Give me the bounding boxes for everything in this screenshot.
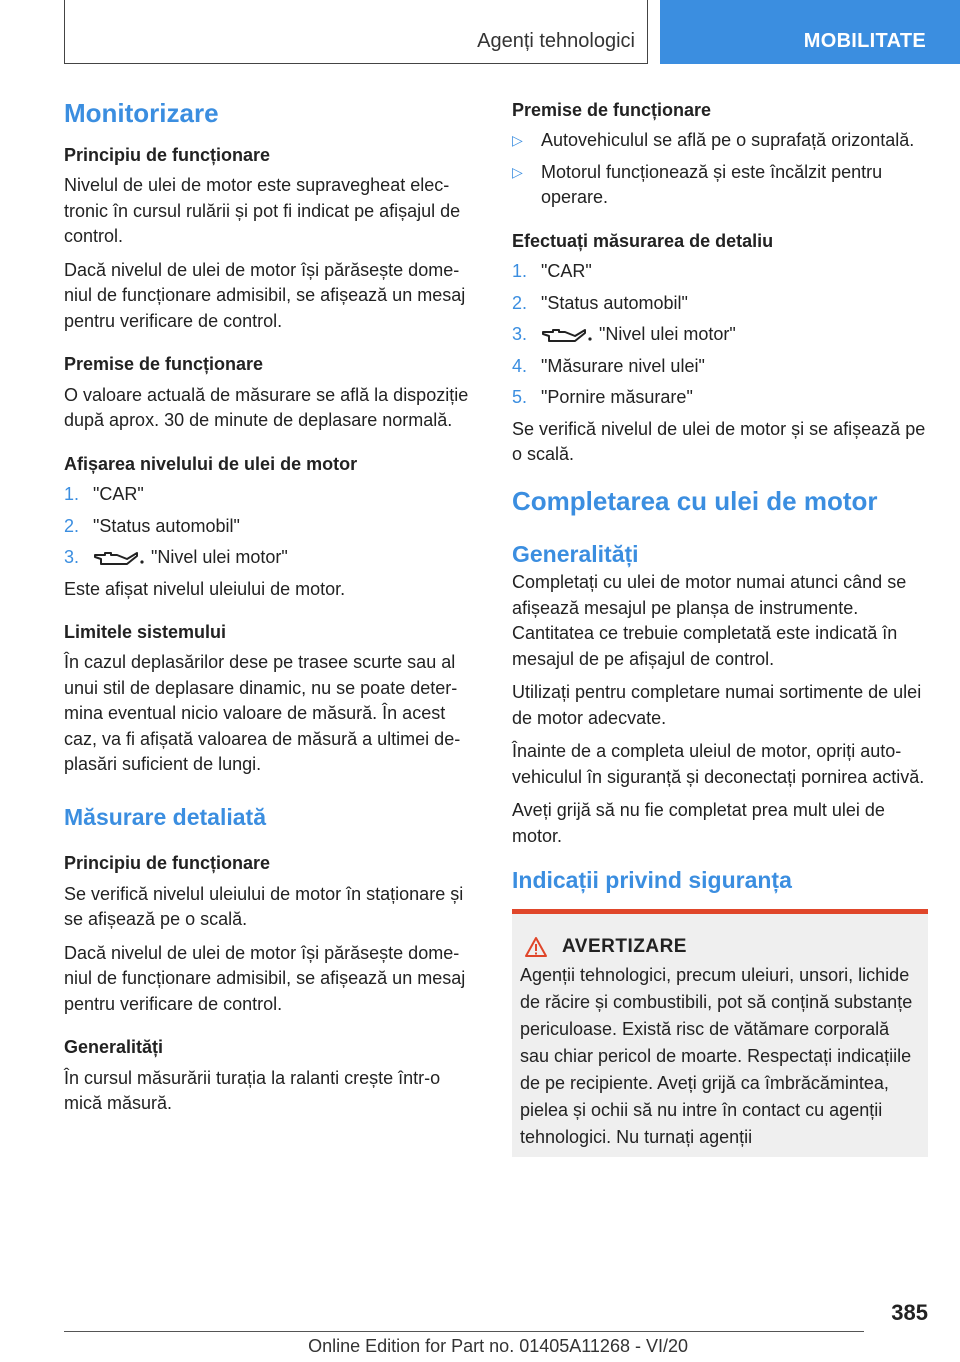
triangle-bullet-icon: ▷	[512, 163, 523, 180]
list-item: 2. "Status automobil"	[512, 292, 688, 313]
paragraph: În cursul măsurării turația la ralanti crește într-o mică măsură.	[64, 1067, 441, 1114]
list-item: ▷ Autovehiculul se află pe o suprafață orizontală.	[512, 128, 928, 154]
subheading-principiu-2: Principiu de funcționare	[64, 853, 271, 874]
conditions-list	[512, 128, 928, 211]
oil-can-icon	[541, 327, 593, 343]
heading-masurare-detaliata: Măsurare detaliată	[64, 803, 266, 830]
right-column	[512, 98, 928, 1157]
list-item: 5. "Pornire măsurare"	[512, 387, 693, 408]
header-section-label: MOBILITATE	[803, 30, 926, 52]
list-item: 1. "CAR"	[512, 261, 592, 282]
header-section-tab	[660, 0, 960, 64]
list-item: 2. "Status automobil"	[64, 515, 240, 536]
warning-header	[520, 936, 920, 958]
left-column	[64, 98, 480, 1125]
subheading-afisarea: Afișarea nivelului de ulei de motor	[64, 453, 358, 474]
paragraph: O valoare actuală de măsurare se află la dispoziție după aprox. 30 de minute de deplasare normală.	[64, 384, 469, 431]
list-item: 1. "CAR"	[64, 484, 144, 505]
footer-divider	[64, 1331, 864, 1332]
footer-edition: Online Edition for Part no. 01405A11268 - VI/20	[308, 1336, 688, 1356]
page-number: 385	[891, 1300, 928, 1325]
triangle-bullet-icon: ▷	[512, 132, 523, 149]
list-item: 4. "Măsurare nivel ulei"	[512, 355, 705, 376]
paragraph: Utilizați pentru completare numai sortimente de ulei de motor adecvate.	[512, 682, 922, 728]
paragraph: Nivelul de ulei de motor este supravegheat electronic în cursul rulării și pot fi indicat pe afișajul de control.	[64, 175, 461, 247]
warning-text: Agenții tehnologici, precum uleiuri, unsori, lichide de răcire și combustibili, pot să conțină substanțe periculoase. Există risc de vătămare corporală sau chiar pericol de moarte. Respectați indicațiile de pe recipiente. Aveți grijă ca îmbrăcămintea, pielea și ochii să nu intre în contact cu agenții tehnologici. Nu turnați agenții	[520, 964, 913, 1147]
list-item: ▷ Motorul funcționează și este încălzit pentru operare.	[512, 161, 883, 208]
heading-generalitati: Generalități	[512, 540, 639, 567]
paragraph: Se verifică nivelul de ulei de motor și se afișează pe o scală.	[512, 418, 926, 465]
paragraph: Se verifică nivelul uleiului de motor în staționare și se afișează pe o scală.	[64, 883, 464, 930]
warning-title: AVERTIZARE	[562, 935, 687, 957]
warning-triangle-icon	[524, 936, 548, 958]
subheading-generalitati: Generalități	[64, 1037, 164, 1058]
steps-list	[64, 482, 480, 571]
steps-list	[512, 259, 928, 411]
paragraph: Aveți grijă să nu fie completat prea mult ulei de motor.	[512, 800, 885, 846]
oil-can-icon	[93, 550, 145, 566]
subheading-premise: Premise de funcționare	[64, 354, 264, 375]
heading-completarea: Completarea cu ulei de motor	[512, 485, 878, 516]
subheading-efectuati: Efectuați măsurarea de detaliu	[512, 230, 774, 251]
paragraph: Dacă nivelul de ulei de motor își părăsește domeniul de funcționare admisibil, se afișează un mesaj pentru verificare de control.	[64, 942, 466, 1014]
header-title-box	[64, 0, 648, 64]
paragraph: Dacă nivelul de ulei de motor își părăsește domeniul de funcționare admisibil, se afișează un mesaj pentru verificare de control.	[64, 259, 466, 331]
paragraph: Este afișat nivelul uleiului de motor.	[64, 578, 346, 599]
subheading-limitele: Limitele sistemului	[64, 622, 227, 643]
paragraph: În cazul deplasărilor dese pe trasee scurte sau al unui stil de deplasare dinamic, nu se poate determina eventual nicio valoare de măsură. În acest caz, va fi afișată valoarea de măsură a ultimei deplasări suficient de lungi.	[64, 652, 461, 775]
subheading-premise-2: Premise de funcționare	[512, 100, 712, 120]
heading-indicatii-siguranta: Indicații privind siguranța	[512, 867, 792, 894]
paragraph: Completați cu ulei de motor numai atunci când se afișează mesajul pe planșa de instrumente. Cantitatea ce trebuie completată este indicată în mesajul de pe afișajul de control.	[512, 572, 907, 669]
list-item: 3. "Nivel ulei motor"	[64, 547, 288, 568]
list-item: 3. "Nivel ulei motor"	[512, 324, 736, 345]
warning-box	[512, 909, 928, 1157]
heading-monitorizare: Monitorizare	[64, 98, 219, 128]
paragraph: Înainte de a completa uleiul de motor, opriți autovehiculul în siguranță și deconectați pornirea activă.	[512, 741, 925, 787]
subheading-principiu: Principiu de funcționare	[64, 145, 271, 166]
header-title: Agenți tehnologici	[477, 30, 635, 52]
